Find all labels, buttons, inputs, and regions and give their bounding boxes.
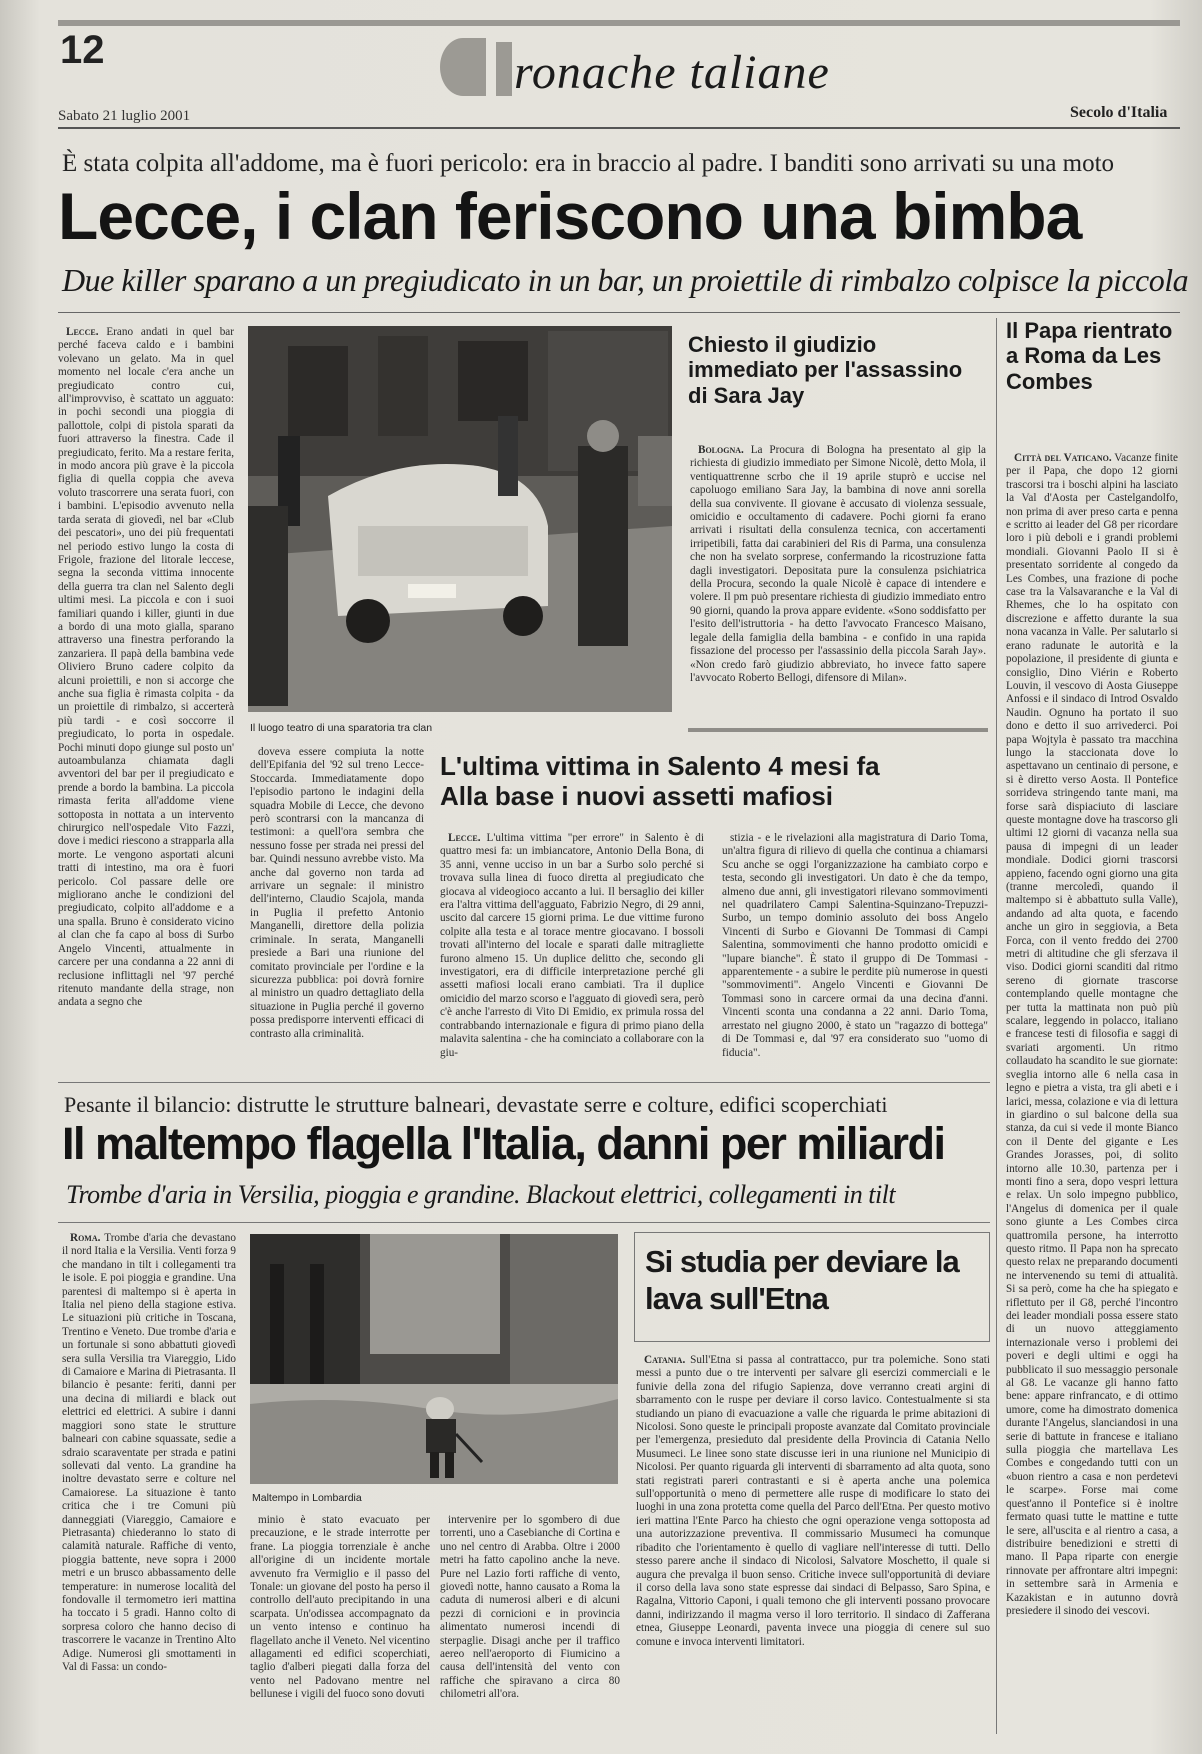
story1-col1-text: Erano andati in quel bar perché faceva caldo e i bambini volevano un gelato. Ma in quel momento nel locale c'era anche un pregiudicato contro cui, all'improvviso, è scattato un agguato: in pochi secondi una pioggia di pallottole, colpi di pistola sparati da fuori attraverso la finestra. Cade il pregiudicato, ferito. Ma a restare ferita, in modo ancora più grave è la piccola figlia di quella coppia che aveva voluto trascorrere una serata fuori, con i bambini. L'episodio avvenuto nella tarda serata di giovedì, nel bar «Club dei pescatori», uno dei più frequentati nel periodo estivo lungo la costa di Frigole, frazione del litorale leccese, segna la seconda vittima innocente della guerra tra clan nel Salento degli ultimi mesi. La piccola e con i suoi familiari quando i killer, giunti in due a bordo di una moto gialla, sparano attraverso una finestra perforando la zanzariera. Il papà della bambina vede Oliviero Bruno cadere colpito da alcuni proiettili, e non si accorge che anche sua figlia è rimasta colpita - da un proiettile di rimbalzo, si accerterà più tardi - e così soccorre il pregiudicato, lo porta in ospedale. Pochi minuti dopo giunge sul posto un' autoambulanza chiamata dagli avventori del bar per il pregiudicato e prende a bordo la bambina. La piccola rimasta ferita all'addome viene sottoposta in nottata a un intervento chirurgico nell'ospedale Vito Fazzi, dove i medici riescono a strapparla alla morte. Le vengono asportati alcuni tratti di intestino, ma ora è fuori pericolo. Col passare delle ore migliorano anche le condizioni del pregiudicato, colpito all'addome e a una spalla. Bruno è considerato vicino al clan che fa capo al boss di Surbo Angelo Vincenti, attualmente in carcere per una condanna a 22 anni di reclusione inflittagli nel '97 perché ritenuto mandante della strage, non andata a segno che [58,326,234,1009]
section-title [440,38,830,100]
header-rule [58,127,1180,129]
story1-col2-text: doveva essere compiuta la notte dell'Epifania del '92 sul treno Lecce-Stoccarda. Immediatamente dopo l'episodio partono le indagini della squadra Mobile di Lecce, che devono però scontrarsi con la mancanza di testimoni: a quell'ora sembra che nessuno fosse per strada nei pressi del bar. Quindi nessuno avrebbe visto. Ma anche dal governo non tarda ad arrivare un segnale: il ministro dell'interno, Claudio Scajola, manda in Puglia il prefetto Antonio Manganelli, direttore della polizia criminale. In serata, Manganelli presiede a Bari una riunione del comitato provinciale per l'ordine e la sicurezza pubblica: poi dovrà fornire al ministro un quadro dettagliato della situazione in Puglia perché il governo possa predisporre interventi efficaci di contrasto alla criminalità. [250,746,424,1040]
story-etna-dateline: Catania. [644,1354,686,1366]
story-maltempo-column-1 [62,1232,236,1734]
story-maltempo-col2-text: minio è stato evacuato per precauzione, e le strade interrotte per frane. La pioggia torrenziale è anche all'origine di un incidente mortale avvenuto fra Vermiglio e il passo del Tonale: un giovane del posto ha perso il controllo dell'auto precipitando in una scarpata. Un'odissea accompagnato da un vento intenso e continuo ha flagellato anche il Veneto. Nel vicentino allagamenti ed edifici scoperchiati, taglio d'alberi piegati dalla forza del vento nel Padovano mentre nel bellunese i vigili del fuoco sono dovuti [250,1514,430,1701]
story1-column-1 [58,326,234,1068]
story1-photo-caption: Il luogo teatro di una sparatoria tra clan [250,722,433,734]
story-maltempo-subhead: Trombe d'aria in Versilia, pioggia e grandine. Blackout elettrici, collegamenti in tilt [66,1180,896,1209]
story-salento-column-2 [722,832,988,1068]
story-papa-headline: Il Papa rientrato a Roma da Les Combes [1006,318,1173,394]
story-etna-text: Sull'Etna si passa al contrattacco, pur tra polemiche. Sono stati messi a punto due o tre interventi per salvare gli esercizi commerciali e le funivie della zona del rifugio Sapienza, dove verranno creati argini di sbarramento con le ruspe per deviare il corso lavico. Contestualmente si sta studiando un piano di evacuazione a valle che riguarda le prime abitazioni di Nicolosi. Sono queste le principali proposte avanzate dal Comitato provinciale per l'emergenza, presieduto dal presidente della Provincia di Catania Nello Musumeci. Le linee sono state discusse ieri in una riunione nel Municipio di Nicolosi. Per quanto riguarda gli interventi di sbarramento ad alta quota, sono stati registrati pareri contrastanti e si è aperta anche una polemica sull'opportunità o meno di permettere alle ruspe di modificare lo stato dei luoghi in una zona protetta come quella del Parco dell'Etna. Per questo motivo ieri mattina l'Ente Parco ha chiesto che ogni operazione venga sottoposta ad una autorizzazione preventiva. Il commissario Musumeci ha comunque ribadito che l'orientamento è quello di vagliare nell'interesse di tutti. Dello stesso parere anche il sindaco di Nicolosi, Salvatore Moschetto, il quale si augura che prevalga il buon senso. Critiche invece sull'opportunità di deviare il corso della lava sono state espresse dai sindaci di Belpasso, Saro Spina, e Ragalna, Vittorio Caponi, i quali temono che gli interventi possano provocare danni, indirizzando il magma verso il loro territorio. Il sindaco di Zafferana etnea, Giuseppe Leonardi, paventa invece una pioggia di cenere sul suo comune e invoca interventi limitatori. [636,1354,990,1648]
maltempo-top-rule [58,1082,990,1083]
page-number: 12 [60,28,105,72]
street-scene-illustration [248,326,672,712]
newspaper-name: Secolo d'Italia [1070,104,1168,121]
story1-subhead: Due killer sparano a un pregiudicato in un bar, un proiettile di rimbalzo colpisce la piccola [62,262,1189,298]
story-maltempo-photo-caption: Maltempo in Lombardia [252,1492,362,1504]
story-sara-headline: Chiesto il giudizio immediato per l'assassino di Sara Jay [688,332,963,408]
story-maltempo-column-3 [440,1514,620,1734]
story-etna-headline-box [634,1232,990,1342]
story-maltempo-column-2 [250,1514,430,1734]
story-salento-headline [440,752,988,812]
story1-kicker: È stata colpita all'addome, ma è fuori pericolo: era in braccio al padre. I banditi sono arrivati su una moto [62,150,1115,177]
section-initial-c-ornament [440,38,486,96]
story-salento-dateline: Lecce. [448,832,481,844]
story-etna-headline: Si studia per deviare la lava sull'Etna [645,1244,959,1317]
story-salento-col1-text: L'ultima vittima "per errore" in Salento è di quattro mesi fa: un imbiancatore, Antonio Della Bona, di 35 anni, venne ucciso in un bar a Surbo solo perché si trovava sulla linea di fuoco diretta al pregiudicato che giocava al videogioco accanto a lui. Il bersaglio dei killer era l'altra vittima dell'agguato, Fabrizio Negro, di 29 anni, uscito dal carcere 15 giorni prima. Le due vittime furono colpite alla testa e al torace mentre giocavano. I bossoli trovati all'interno del locale e sparati dalle mitragliette furono almeno 15. Un duplice delitto che, secondo gli investigatori, era di difficile interpretazione perché gli assetti mafiosi locali erano cambiati. Tra il duplice omicidio del marzo scorso e l'agguato di giovedì sera, però c'è anche l'arresto di Vito Di Emidio, ex primula rossa del contrabbando internazionale e figura di primo piano della malavita salentina - che ha cominciato a collaborare con la giu- [440,832,704,1059]
story-maltempo-headline: Il maltempo flagella l'Italia, danni per miliardi [62,1118,945,1169]
section-initial-i-ornament [496,42,512,96]
story-salento-col2-text: stizia - e le rivelazioni alla magistratura di Dario Toma, un'altra figura di rilievo di quella che continua a chiamarsi Scu anche se oggi l'organizzazione ha cambiato corpo e testa, secondo gli investigatori. Un dato è che da tempo, almeno due anni, gli investigatori rilevano sommovimenti nel quadrilatero Campi Salentina-Squinzano-Trepuzzi-Surbo, un tempo dominio assoluto dei boss Angelo Vincenti di Surbo e Giovanni De Tommasi di Campi Salentina, sommovimenti che hanno prodotto omicidi e "lupare bianche". È stato il gruppo di De Tommasi - apparentemente - a subire le perdite più numerose in questi "sommovimenti". Angelo Vincenti e Giovanni De Tommasi sono in carcere ormai da una decina d'anni. Vincenti sconta una condanna a 22 anni. Dario Toma, arrestato nel giugno 2000, è stato un "ragazzo di bottega" di De Tommasi e, dal '97 era considerato suo "uomo di fiducia". [722,832,988,1059]
separator-bar [688,728,988,732]
story-sara-body [690,444,986,714]
story-salento-headline-line2: Alla base i nuovi assetti mafiosi [440,780,834,811]
story-papa-text: Vacanze finite per il Papa, che dopo 12 giorni trascorsi tra i boschi alpini ha lasciato la Val d'Aosta per Castelgandolfo, non prima di aver preso carta e penna e scritto ai leader del G8 per ricordare loro i più deboli e i grandi problemi mondiali. Giovanni Paolo II si è presentato sorridente al congedo da Les Combes, una frazione di poche case tra la Valsavaranche e la Val di Rhemes, che lo ha ospitato con discrezione e affetto durante la sua nona vacanza in Valle. Per salutarlo si erano radunate le autorità e la popolazione, il presidente di giunta e consiglio, Dino Viérin e Roberto Louvin, il vescovo di Aosta Giuseppe Anfossi e il sindaco di Introd Osvaldo Naudin. Ognuno ha portato il suo dono e detto il suo arrivederci. Poi papa Wojtyla è passato tra macchina lungo la staccionata dove lo aspettavano un centinaio di persone, e si è diretto verso Aosta. Il Pontefice sorrideva stringendo tante mani, ma forse sarà dispiaciuto di lasciare queste montagne dove ha trascorso gli ultimi 12 giorni di vacanza nella sua pausa di impegni di un leader mondiale. Dodici giorni trascorsi appieno, facendo ogni giorno una gita (tranne mercoledì, quando il maltempo si è abbattuto sulla Valle), andando ad alta quota, e facendo anche un giro in seggiovia, a Beta Forca, con il vento freddo dei 2700 metri di altitudine che gli sferzava il viso. Dodici giorni scanditi dal ritmo sereno di giornate trascorse contemplando quelle montagne che per tutta la mattinata non può più scalare, leggendo in polacco, italiano e francese testi di filosofia e saggi di svariati argomenti. Un ritmo collaudato ha scandito le sue giornate: sveglia intorno alle 6 nella casa in legno e pietra a vista, tra gli abeti e i larici, messa, colazione e via di lettura in giardino o sul balcone della sua stanza, da cui si vede il monte Bianco con il Dente del gigante e Les Grandes Jorasses, poi, di solito intorno alle 10.30, partenza per i monti fino a sera, dopo vespri lettura e relax. Un solo impegno pubblico, l'Angelus di domenica per il quale sono giunte a Les Combes circa quattromila persone, ha interrotto questo ritmo. Il Papa non ha sprecato questo relax ne preparando documenti ne intervenendo su temi di attualità. Si sa però, come ha che ha spiegato e riflettuto per il G8, perché l'incontro dei leader mondiali possa essere stato di un nuovo atteggiamento internazionale verso i problemi dei poveri e degli ultimi e oggi ha pubblicato il suo messaggio personale al G8. Le vacanze gli hanno fatto bene: appare rinfrancato, e di ottimo umore, come ha dimostrato domenica durante l'Angelus, slanciandosi in una serie di battute in francese e italiano sulla pioggia che martellava Les Combes e congedando tutti con un «buon rientro a casa e non perdetevi le scarpe». Forse mai come quest'anno il Pontefice si è inoltre fermato quasi tutte le mattine e tutte le sere, all'uscita e al rientro a casa, a distribuire benedizioni e stretti di mano. Il Papa riparte con energie rinnovate per affrontare altri impegni: in settembre sarà in Armenia e Kazakistan e in autunno dovrà presiedere il sinodo dei vescovi. [1006,452,1178,1617]
story-maltempo-col1-text: Trombe d'aria che devastano il nord Italia e la Versilia. Venti forza 9 che mandano in tilt i collegamenti tra le isole. E poi pioggia e grandine. Una parentesi di maltempo si è aperta in Italia nel pieno della stagione estiva. Le situazioni più critiche in Toscana, Trentino e Veneto. Due trombe d'aria e un fortunale si sono abbattuti giovedì sera sulla Versilia tra Viareggio, Lido di Camaiore e Marina di Pietrasanta. Il bilancio è pesante: feriti, danni per una decina di miliardi e black out elettrici ed elettrici. A subire i danni maggiori sono state le strutture balneari con cabine squassate, sedie a sdraio scaraventate per strada e patini sollevati dal vento. La grandine ha inoltre devastato serre e colture nel Camaiorese. La situazione è tanto critica che i tre Comuni più danneggiati (Viareggio, Camaiore e Pietrasanta) chiederanno lo stato di calamità naturale. Raffiche di vento, pioggia battente, neve sopra i 2000 metri e un brusco abbassamento delle temperature: in numerose località del fondovalle il termometro ieri mattina ha toccato i 5 gradi. Hanno colto di sorpresa coloro che hanno deciso di trascorrere le vacanze in Trentino Alto Adige. Numerosi gli smottamenti in Val di Fassa: un condo- [62,1232,236,1673]
column-divider [996,318,997,1734]
section-title-text: ronache taliane [514,46,830,99]
story-sara-text: La Procura di Bologna ha presentato al gip la richiesta di giudizio immediato per Simone Nicolè, detto Mola, il ventiquattrenne scrbo che il 19 aprile stuprò e uccise nel capoluogo emiliano Sara Jay, la bambina di nove anni sorella della sua convivente. Il giovane è accusato di violenza sessuale, omicidio e occultamento di cadavere. Pochi giorni fa erano arrivati i risultati della consulenza tecnica, con accertamenti irripetibili, fatta dai carabinieri del Ris di Parma, una consulenza che non ha svelato sorprese, confermando la ricostruzione fatta dagli investigatori. Depositata pure la consulenza psichiatrica della Procura, secondo la quale Nicolè è capace di intendere e volere. Il pm può presentare richiesta di giudizio immediato entro 90 giorni, quando la prova appare evidente. «Sono soddisfatto per l'esito dell'istruttoria - ha detto l'avvocato Francesco Maisano, legale della famiglia della bambina - e confido in una rapida fissazione del processo per l'assassinio della piccola Sarah Jay». «Non credo farò giudizio abbreviato, ho invece fatto sapere l'avvocato Roberto Bellogi, difensore di Milan». [690,444,986,684]
story-maltempo-col3-text: intervenire per lo sgombero di due torrenti, uno a Casebianche di Cortina e uno nel centro di Arabba. Oltre i 2000 metri ha fatto capolino anche la neve. Pure nel Lazio forti raffiche di vento, giovedì notte, hanno causato a Roma la caduta di numerosi alberi e di alcuni pezzi di cornicioni e in provincia alimentato numerosi incendi di sterpaglie. Disagi anche per il traffico aereo nell'aeroporto di Fiumicino a causa dell'intensità del vento con raffiche che spiravano a circa 80 chilometri all'ora. [440,1514,620,1701]
story-sara-dateline: Bologna. [698,444,744,456]
story-maltempo-kicker: Pesante il bilancio: distrutte le strutture balneari, devastate serre e colture, edifici scoperchiati [64,1092,888,1117]
story1-column-2 [250,746,424,1068]
story-maltempo-dateline: Roma. [70,1232,101,1244]
story-etna-body [636,1354,990,1734]
story-papa-dateline: Città del Vaticano. [1014,452,1112,464]
issue-date: Sabato 21 luglio 2001 [58,108,191,124]
story-salento-headline-line1: L'ultima vittima in Salento 4 mesi fa [440,751,880,781]
story-maltempo-photo [250,1234,618,1484]
maltempo-sub-rule [58,1222,990,1223]
top-rule [58,20,1180,26]
story1-headline: Lecce, i clan feriscono una bimba [58,179,1082,253]
flooded-street-illustration [250,1234,618,1484]
story-papa-body [1006,452,1178,1734]
story1-dateline: Lecce. [66,326,99,338]
story1-photo [248,326,672,712]
headline-rule [58,312,1180,313]
story-salento-column-1 [440,832,704,1068]
